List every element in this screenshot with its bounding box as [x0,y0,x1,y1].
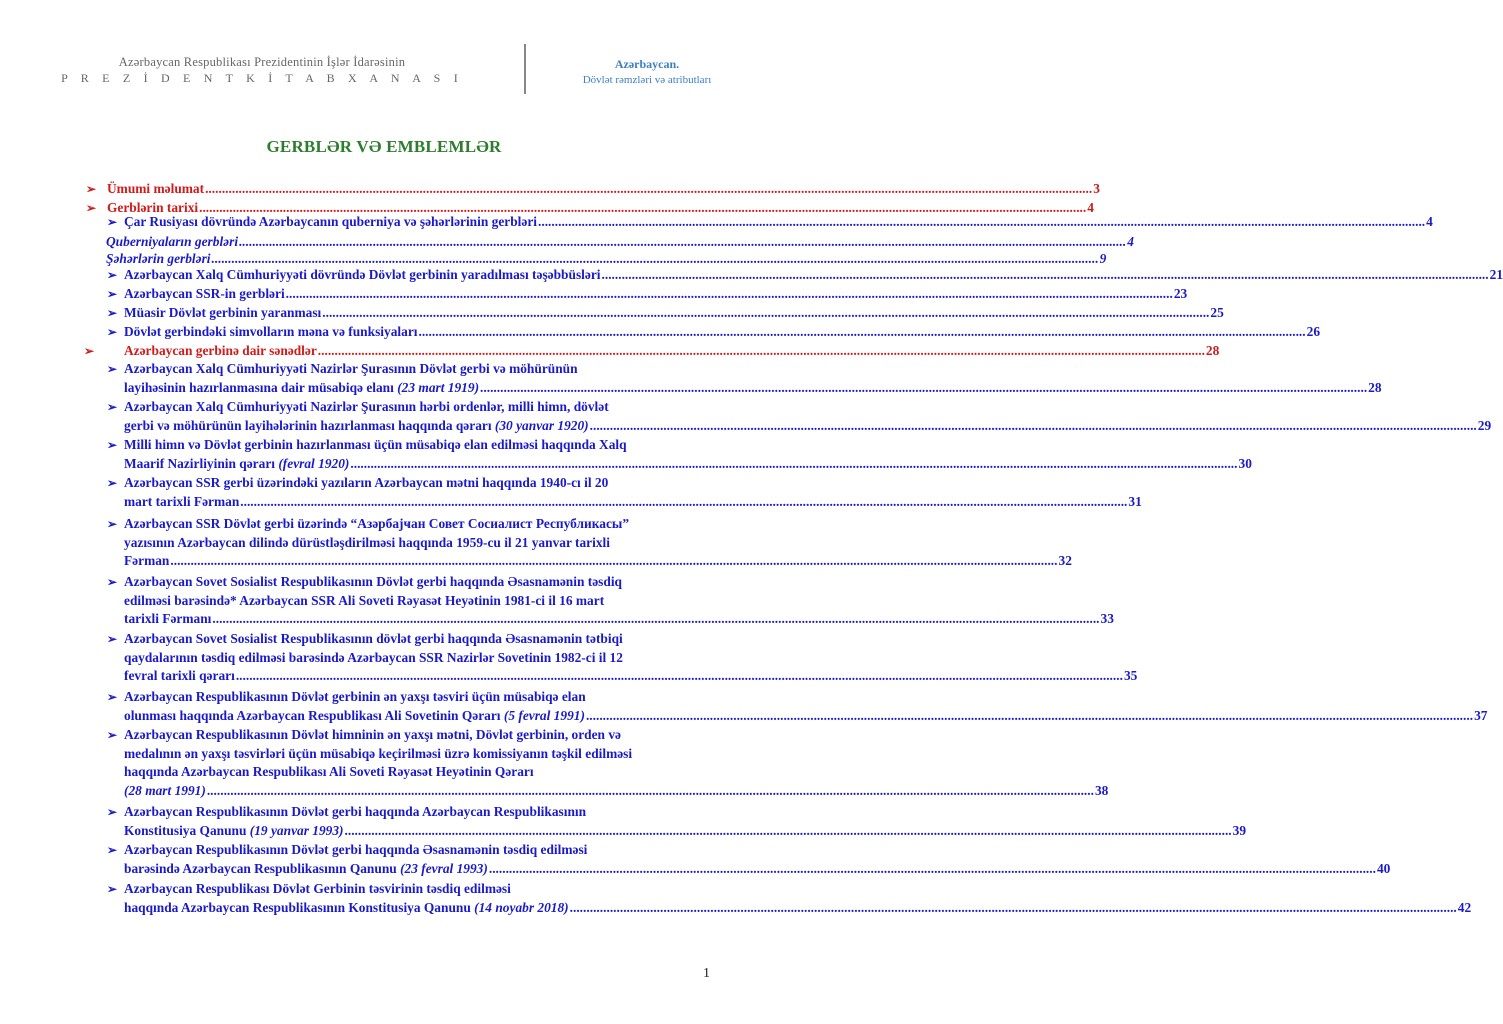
dot-leader: ......................................................................................................................................................................................................................................................................... [350,455,1238,471]
arrow-bullet-icon: ➢ [107,306,118,320]
toc-page-number: 28 [1205,343,1220,358]
arrow-bullet-icon: ➢ [107,362,118,376]
toc-page-number: 32 [1058,553,1072,569]
toc-page-number: 42 [1457,899,1472,915]
country-label: Azərbaycan. [614,57,680,71]
dot-leader: ......................................................................................................................................................................................................................................................................... [285,286,1173,301]
toc-entry-title: mart tarixli Fərman [124,493,240,509]
arrow-bullet-icon: ➢ [107,805,118,819]
dot-leader: ......................................................................................................................................................................................................................................................................... [344,822,1232,838]
arrow-bullet-icon: ➢ [86,182,97,196]
toc-entry[interactable] [107,360,1382,397]
dot-leader: ......................................................................................................................................................................................................................................................................... [569,899,1457,915]
toc-entry-last-line [124,667,1138,686]
toc-entry-last-line [124,455,1252,474]
toc-entry-title: Azərbaycan Xalq Cümhuriyyəti dövründə Dövlət gerbinin yaradılması təşəbbüsləri [124,267,601,282]
arrow-bullet-icon: ➢ [107,575,118,589]
toc-entry-title: Azərbaycan SSR-in gerbləri [124,286,285,301]
toc-page-number: 23 [1173,286,1188,301]
toc-page-number: 35 [1123,668,1138,684]
toc-entry-last-line [124,342,1220,361]
toc-entry[interactable] [107,688,1488,725]
toc-entry[interactable] [107,474,1142,511]
toc-entry-title: Gerblərin tarixi [107,200,199,215]
toc-entry-title: Azərbaycan gerbinə dair sənədlər [124,343,317,358]
toc-entry-title: gerbi və möhürünün layihələrinin hazırlanması haqqında qərarı (30 yanvar 1920) [124,417,589,433]
toc-entry-title: tarixli Fərmanı [124,611,212,627]
toc-entry-last-line [124,552,1072,571]
dot-leader: ......................................................................................................................................................................................................................................................................... [589,417,1477,433]
toc-entry[interactable] [107,323,1321,342]
toc-entry[interactable] [107,803,1247,840]
toc-entry-title: Ümumi məlumat [107,181,205,196]
toc-entry-title: Dövlət gerbindəki simvolların məna və funksiyaları [124,324,418,339]
toc-page-number: 26 [1306,324,1321,339]
toc-entry-line: Azərbaycan Respublikasının Dövlət gerbi haqqında Əsasnamənin təsdiq edilməsi [124,842,588,857]
toc-entry-title: Şəhərlərin gerbləri [106,251,211,266]
arrow-bullet-icon: ➢ [107,268,118,282]
toc-entry[interactable] [86,180,1100,199]
dot-leader: ......................................................................................................................................................................................................................................................................... [418,324,1306,339]
toc-entry-title: Fərman [124,553,170,569]
dot-leader: ......................................................................................................................................................................................................................................................................... [317,343,1205,358]
toc-page-number: 33 [1100,611,1114,627]
toc-page-number: 28 [1368,379,1382,395]
toc-entry[interactable] [107,880,1472,917]
page-number: 1 [703,966,710,981]
arrow-bullet-icon: ➢ [107,843,118,857]
dot-leader: ......................................................................................................................................................................................................................................................................... [480,379,1368,395]
toc-entry-title: Çar Rusiyası dövründə Azərbaycanın quberniya və şəhərlərinin gerbləri [124,214,538,229]
toc-entry-last-line [124,323,1321,342]
toc-entry[interactable] [107,436,1252,473]
arrow-bullet-icon: ➢ [107,690,118,704]
toc-entry-title: Konstitusiya Qanunu (19 yanvar 1993) [124,822,344,838]
toc-entry-last-line [124,610,1114,629]
arrow-bullet-icon: ➢ [107,728,118,742]
arrow-bullet-icon: ➢ [107,882,118,896]
toc-entry-date: (5 fevral 1991) [503,707,585,723]
toc-entry[interactable] [107,266,1503,285]
dot-leader: ......................................................................................................................................................................................................................................................................... [212,611,1100,627]
toc-entry[interactable] [84,342,1220,361]
toc-page-number: 25 [1210,305,1224,320]
toc-page-number: 31 [1128,493,1142,509]
toc-entry[interactable] [107,726,1109,800]
toc-entry-title: fevral tarixli qərarı [124,668,235,684]
toc-entry-line: haqqında Azərbaycan Respublikası Ali Soveti Rəyasət Heyətinin Qərarı [124,764,534,780]
toc-entry-last-line [124,493,1142,512]
toc-entry-last-line [124,266,1503,285]
dot-leader: ......................................................................................................................................................................................................................................................................... [538,214,1426,229]
org-line: Azərbaycan Respublikası Prezidentinin İşlər İdarəsinin [118,55,406,69]
dot-leader: ......................................................................................................................................................................................................................................................................... [205,181,1093,196]
toc-entry-line: edilməsi barəsində* Azərbaycan SSR Ali Soveti Rəyasət Heyətinin 1981-ci il 16 mart [124,592,605,608]
toc-entry-line: Azərbaycan SSR gerbi üzərindəki yazıların Azərbaycan mətni haqqında 1940-cı il 20 [124,475,609,490]
toc-entry-line: Azərbaycan Respublikasının Dövlət gerbinin ən yaxşı təsviri üçün müsabiqə elan [124,689,586,704]
toc-entry-date: (28 mart 1991) [124,782,206,798]
dot-leader: ......................................................................................................................................................................................................................................................................... [211,251,1099,266]
toc-page-number: 38 [1094,782,1109,798]
collection-subtitle: Dövlət rəmzləri və atributları [582,74,712,86]
toc-entry[interactable] [107,398,1492,435]
toc-entry[interactable] [107,285,1188,304]
toc-entry-title: Müasir Dövlət gerbinin yaranması [124,305,322,320]
toc-entry-date: (23 fevral 1993) [400,860,488,876]
toc-entry-line: Milli himn və Dövlət gerbinin hazırlanması üçün müsabiqə elan edilməsi haqqında Xalq [124,437,627,452]
toc-entry-line: Azərbaycan Respublikası Dövlət Gerbinin təsvirinin təsdiq edilməsi [124,881,511,896]
arrow-bullet-icon: ➢ [107,215,118,229]
toc-entry-last-line [124,822,1247,841]
toc-page-number: 9 [1099,251,1107,266]
dot-leader: ......................................................................................................................................................................................................................................................................... [206,782,1094,798]
toc-entry-last-line [124,379,1382,398]
toc-page-number: 37 [1474,707,1488,723]
toc-page-number: 4 [1426,214,1433,229]
arrow-bullet-icon: ➢ [107,325,118,339]
dot-leader: ......................................................................................................................................................................................................................................................................... [322,305,1210,320]
toc-entry-title: Quberniyaların gerbləri [106,234,239,249]
toc-entry-line: Azərbaycan SSR Dövlət gerbi üzərində “Азәрбајҹан Совет Сосиалист Республикасы” [124,516,630,531]
toc-entry-last-line [107,180,1100,199]
toc-entry-last-line [124,707,1488,726]
arrow-bullet-icon: ➢ [107,632,118,646]
toc-entry-last-line [124,860,1391,879]
toc-entry-date: (14 noyabr 2018) [474,899,569,915]
page-title: GERBLƏR VƏ EMBLEMLƏR [266,137,502,156]
toc-entry[interactable] [107,515,1072,571]
arrow-bullet-icon: ➢ [107,517,118,531]
toc-page-number: 4 [1127,234,1134,249]
toc-entry-last-line [124,304,1224,323]
toc-entry-title [124,782,206,801]
toc-page-number: 40 [1376,860,1391,876]
dot-leader: ......................................................................................................................................................................................................................................................................... [199,200,1087,215]
dot-leader: ......................................................................................................................................................................................................................................................................... [170,553,1058,569]
dot-leader: ......................................................................................................................................................................................................................................................................... [585,707,1474,723]
toc-entry-last-line [124,213,1433,232]
toc-entry[interactable] [107,573,1114,629]
toc-entry-last-line [124,417,1492,436]
toc-entry-line: Azərbaycan Sovet Sosialist Respublikasının Dövlət gerbi haqqında Əsasnamənin təsdiq [124,574,622,589]
toc-entry-date: (19 yanvar 1993) [249,822,344,838]
toc-page-number: 39 [1232,822,1247,838]
toc-entry-date: (30 yanvar 1920) [494,417,589,433]
dot-leader: ......................................................................................................................................................................................................................................................................... [235,668,1123,684]
arrow-bullet-icon: ➢ [84,344,95,358]
toc-entry-last-line [106,233,1134,252]
toc-entry-last-line [124,899,1472,918]
toc-entry-line: Azərbaycan Respublikasının Dövlət himninin ən yaxşı mətni, Dövlət gerbinin, orden və [124,727,621,742]
arrow-bullet-icon: ➢ [107,476,118,490]
arrow-bullet-icon: ➢ [107,400,118,414]
toc-entry-title: haqqında Azərbaycan Respublikasının Konstitusiya Qanunu (14 noyabr 2018) [124,899,569,915]
toc-entry[interactable] [107,304,1224,323]
toc-entry-line: yazısının Azərbaycan dilində dürüstləşdirilməsi haqqında 1959-cu il 21 yanvar tarixli [124,534,610,550]
dot-leader: ......................................................................................................................................................................................................................................................................... [239,234,1127,249]
toc-page-number: 21 [1489,267,1503,282]
toc-entry-last-line [124,285,1188,304]
toc-entry[interactable] [107,841,1391,878]
arrow-bullet-icon: ➢ [86,201,97,215]
dot-leader: ......................................................................................................................................................................................................................................................................... [240,493,1128,509]
toc-entry-line: qaydalarının təsdiq edilməsi barəsində Azərbaycan SSR Nazirlər Sovetinin 1982-ci il 12 [124,649,623,665]
arrow-bullet-icon: ➢ [107,287,118,301]
library-name: P R E Z İ D E N T K İ T A B X A N A S I [61,71,463,85]
toc-page-number: 29 [1477,417,1492,433]
toc-entry-title: barəsində Azərbaycan Respublikasının Qanunu (23 fevral 1993) [124,860,488,876]
toc-entry-title: layihəsinin hazırlanmasına dair müsabiqə elanı (23 mart 1919) [124,379,480,395]
toc-entry-title: Maarif Nazirliyinin qərarı (fevral 1920) [124,455,350,471]
toc-entry-line: Azərbaycan Xalq Cümhuriyyəti Nazirlər Şurasının hərbi ordenlər, milli himn, dövlət [124,399,609,414]
dot-leader: ......................................................................................................................................................................................................................................................................... [601,267,1489,282]
arrow-bullet-icon: ➢ [107,438,118,452]
toc-entry-line: medalının ən yaxşı təsvirləri üçün müsabiqə keçirilməsi üzrə komissiyanın təşkil edilməsi [124,745,633,761]
toc-entry[interactable] [107,630,1138,686]
toc-entry-line: Azərbaycan Respublikasının Dövlət gerbi haqqında Azərbaycan Respublikasının [124,804,587,819]
toc-entry-line: Azərbaycan Sovet Sosialist Respublikasının dövlət gerbi haqqında Əsasnamənin tətbiqi [124,631,623,646]
toc-page-number: 4 [1087,200,1094,215]
toc-entry-last-line [124,782,1109,801]
toc-page-number: 30 [1238,455,1252,471]
dot-leader: ......................................................................................................................................................................................................................................................................... [488,860,1376,876]
toc-entry-date: (23 mart 1919) [397,379,480,395]
toc-entry[interactable] [106,233,1134,252]
toc-entry-date: (fevral 1920) [278,455,350,471]
toc-entry-line: Azərbaycan Xalq Cümhuriyyəti Nazirlər Şurasının Dövlət gerbi və möhürünün [124,361,578,376]
toc-entry[interactable] [107,213,1433,232]
toc-entry-title: olunması haqqında Azərbaycan Respublikası Ali Sovetinin Qərarı (5 fevral 1991) [124,707,585,723]
toc-page-number: 3 [1093,181,1100,196]
